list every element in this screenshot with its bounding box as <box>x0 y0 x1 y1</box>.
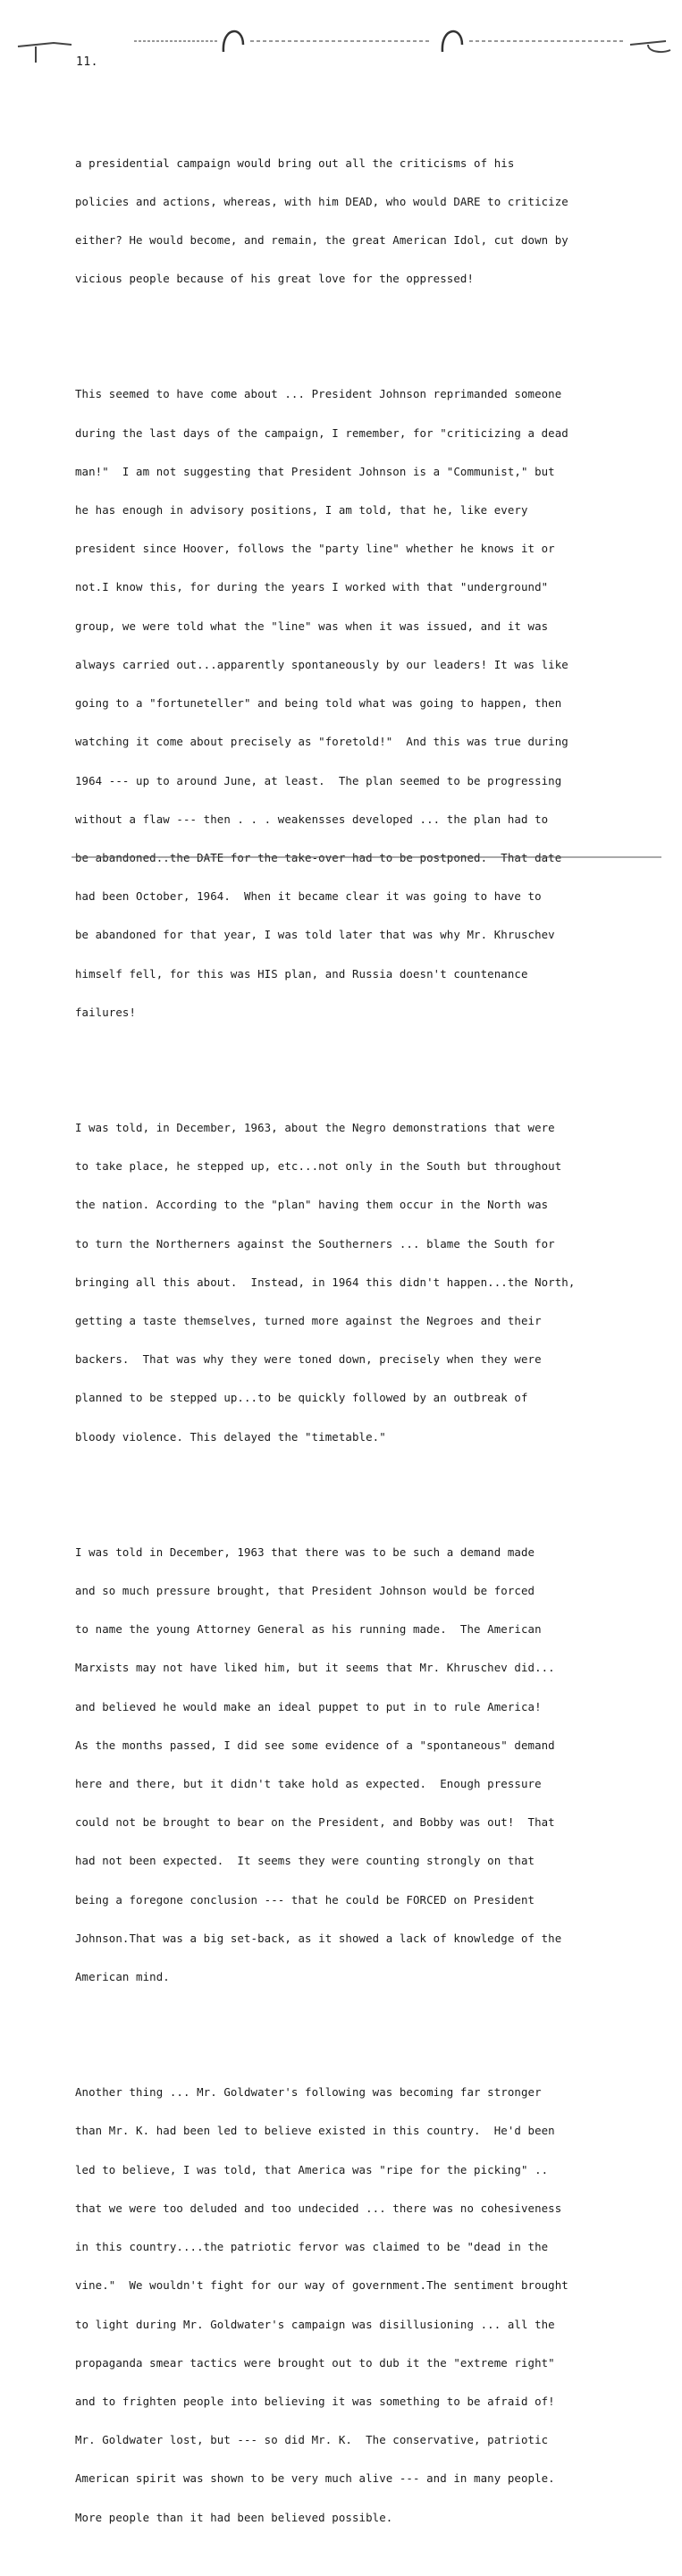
text-line: always carried out...apparently spontaneously by our leaders! It was like <box>75 657 568 671</box>
page-number: 11. <box>76 55 98 69</box>
paragraph-4 <box>75 1520 647 2009</box>
text-line: a presidential campaign would bring out all the criticisms of his <box>75 156 515 170</box>
text-line: had been October, 1964. When it became clear it was going to have to <box>75 889 542 904</box>
text-line: in this country....the patriotic fervor was claimed to be "dead in the <box>75 2240 549 2254</box>
text-line: More people than it had been believed possible. <box>75 2510 393 2524</box>
text-line: to light during Mr. Goldwater's campaign was disillusioning ... all the <box>75 2317 555 2331</box>
text-line: vine." We wouldn't fight for our way of government.The sentiment brought <box>75 2278 568 2293</box>
text-line: be abandoned for that year, I was told later that was why Mr. Khruschev <box>75 928 555 942</box>
text-line: This seemed to have come about ... President Johnson reprimanded someone <box>75 387 562 401</box>
text-line: getting a taste themselves, turned more against the Negroes and their <box>75 1313 542 1327</box>
paragraph-2 <box>75 363 647 1045</box>
text-line: Marxists may not have liked him, but it seems that Mr. Khruschev did... <box>75 1661 555 1675</box>
text-line: the nation. According to the "plan" having them occur in the North was <box>75 1198 549 1212</box>
bottom-edge-line <box>72 856 661 858</box>
text-line: group, we were told what the "line" was when it was issued, and it was <box>75 619 549 633</box>
text-line: backers. That was why they were toned down, precisely when they were <box>75 1352 542 1367</box>
text-line: 1964 --- up to around June, at least. The plan seemed to be progressing <box>75 773 562 787</box>
paragraph-5 <box>75 2060 647 2549</box>
text-line: policies and actions, whereas, with him DEAD, who would DARE to criticize <box>75 194 568 208</box>
text-line: could not be brought to bear on the President, and Bobby was out! That <box>75 1815 555 1830</box>
text-line: propaganda smear tactics were brought out to dub it the "extreme right" <box>75 2355 555 2370</box>
text-line: either? He would become, and remain, the great American Idol, cut down by <box>75 233 568 248</box>
text-line <box>75 852 647 864</box>
binder-holes-and-staple-marks <box>0 0 682 80</box>
text-line: failures! <box>75 1005 137 1019</box>
paragraph-3 <box>75 1096 647 1469</box>
text-line: and so much pressure brought, that President Johnson would be forced <box>75 1584 535 1598</box>
text-line: man!" I am not suggesting that President Johnson is a "Communist," but <box>75 464 555 478</box>
text-line: vicious people because of his great love for the oppressed! <box>75 272 475 286</box>
text-line: himself fell, for this was HIS plan, and Russia doesn't countenance <box>75 966 528 981</box>
text-line: that we were too deluded and too undecided ... there was no cohesiveness <box>75 2201 562 2215</box>
text-line: watching it come about precisely as "foretold!" And this was true during <box>75 735 568 749</box>
text-line: during the last days of the campaign, I remember, for "criticizing a dead <box>75 425 568 440</box>
text-line: without a flaw --- then . . . weakensses developed ... the plan had to <box>75 812 549 826</box>
text-line: Another thing ... Mr. Goldwater's following was becoming far stronger <box>75 2085 542 2100</box>
text-line: to turn the Northerners against the Southerners ... blame the South for <box>75 1236 555 1250</box>
text-line: led to believe, I was told, that America was "ripe for the picking" .. <box>75 2162 549 2176</box>
text-line: than Mr. K. had been led to believe existed in this country. He'd been <box>75 2124 555 2138</box>
document-body <box>75 105 647 2576</box>
paragraph-1 <box>75 131 647 312</box>
text-line: American mind. <box>75 1970 170 1984</box>
text-line: going to a "fortuneteller" and being told what was going to happen, then <box>75 696 562 711</box>
text-line: As the months passed, I did see some evidence of a "spontaneous" demand <box>75 1738 555 1752</box>
text-line: president since Hoover, follows the "party line" whether he knows it or <box>75 542 555 556</box>
text-line: bringing all this about. Instead, in 1964 this didn't happen...the North, <box>75 1275 576 1289</box>
text-line: to name the young Attorney General as his running made. The American <box>75 1622 542 1637</box>
text-line: and to frighten people into believing it was something to be afraid of! <box>75 2394 555 2408</box>
text-line: I was told in December, 1963 that there was to be such a demand made <box>75 1545 535 1559</box>
text-line: Johnson.That was a big set-back, as it showed a lack of knowledge of the <box>75 1931 562 1945</box>
text-line: I was told, in December, 1963, about the Negro demonstrations that were <box>75 1120 555 1134</box>
text-line: Mr. Goldwater lost, but --- so did Mr. K. The conservative, patriotic <box>75 2433 549 2447</box>
text-line: here and there, but it didn't take hold as expected. Enough pressure <box>75 1777 542 1791</box>
text-line: planned to be stepped up...to be quickly followed by an outbreak of <box>75 1391 528 1405</box>
text-line: bloody violence. This delayed the "timetable." <box>75 1429 386 1444</box>
text-line: to take place, he stepped up, etc...not only in the South but throughout <box>75 1159 562 1174</box>
text-line: he has enough in advisory positions, I am told, that he, like every <box>75 503 528 518</box>
text-line: had not been expected. It seems they were counting strongly on that <box>75 1854 535 1868</box>
text-line: American spirit was shown to be very much alive --- and in many people. <box>75 2471 555 2486</box>
text-line: and believed he would make an ideal puppet to put in to rule America! <box>75 1699 542 1713</box>
text-line: being a foregone conclusion --- that he could be FORCED on President <box>75 1892 535 1907</box>
text-line: not.I know this, for during the years I worked with that "underground" <box>75 580 549 594</box>
